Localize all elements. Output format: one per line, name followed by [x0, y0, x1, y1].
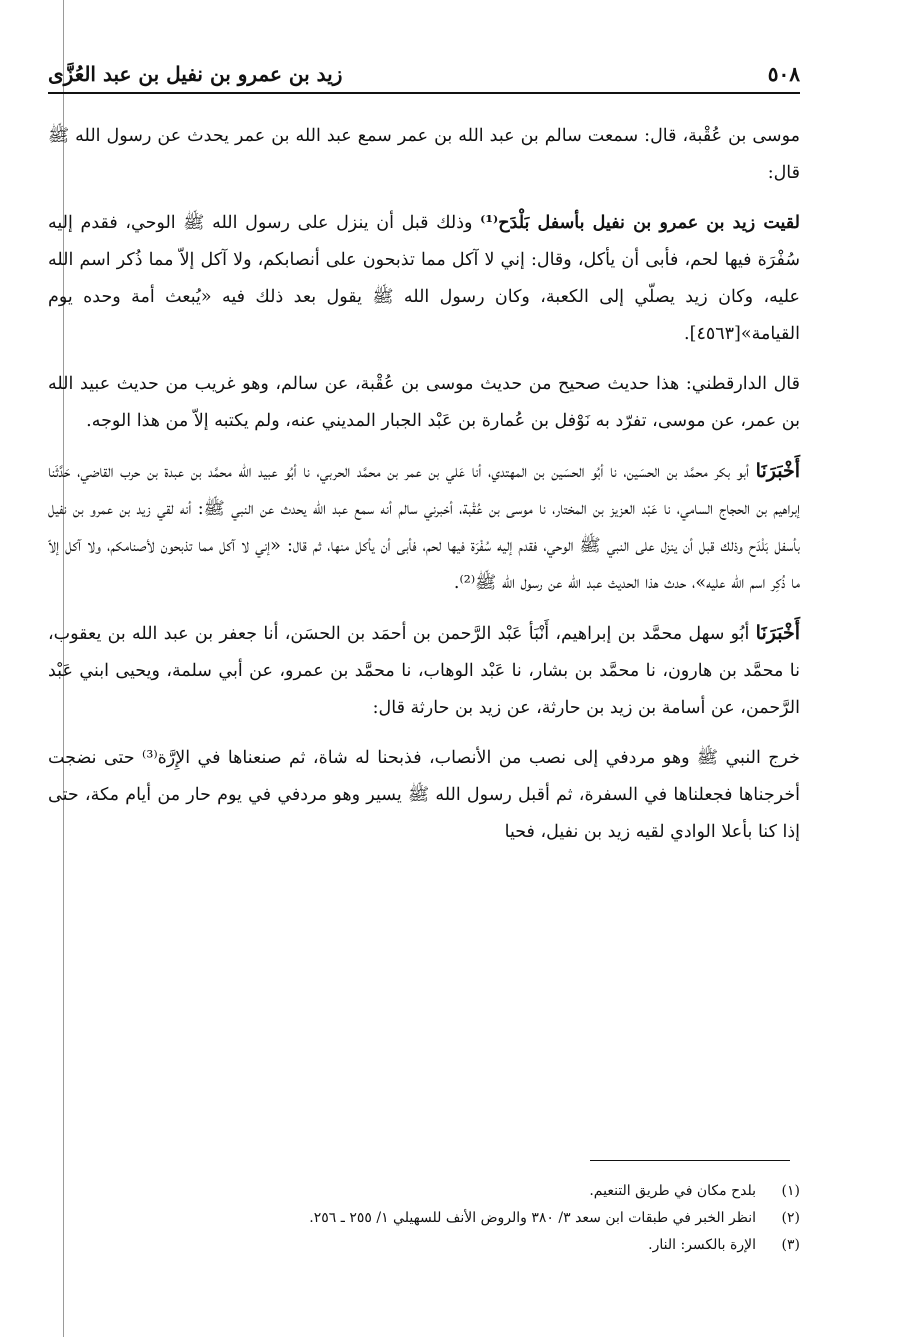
- paragraph-text: أبُو سهل محمَّد بن إبراهيم، أَنْبَأ عَبْد الرَّحمن بن أحمَد بن الحسَن، أنا جعفر بن عبد الله بن يعقوب، نا محمَّد بن هارون، نا محمَّد بن بشار، نا عَبْد الوهاب، نا محمَّد بن عمرو، عن أبي سلمة، ويحيى ابني عَبْد الرَّحمن، عن أسامة بن زيد بن حارثة، عن زيد بن حارثة قال:: [48, 624, 800, 718]
- paragraph-text: وذلك قبل أن ينزل على رسول الله ﷺ الوحي، فقدم إليه سُفْرَة فيها لحم، فأبى أن يأكل، وقال: إني لا آكل مما تذبحون على أنصابكم، ولا آكل إلاّ مما ذُكر اسم الله عليه، وكان زيد يصلّي إلى الكعبة، وكان رسول الله ﷺ يقول بعد ذلك فيه «يُبعث أمة وحده يوم القيامة»[٤٥٦٣].: [48, 213, 800, 344]
- page-header: [48, 50, 800, 94]
- running-title: زيد بن عمرو بن نفيل بن عبد العُزَّى: [48, 62, 343, 86]
- main-text: [48, 118, 800, 864]
- footnote-number: (١): [781, 1183, 800, 1199]
- footnote-separator: [590, 1160, 790, 1161]
- paragraph: [48, 205, 800, 353]
- footnote-number: (٢): [781, 1210, 800, 1226]
- paragraph-text: موسى بن عُقْبة، قال: سمعت سالم بن عبد الله بن عمر سمع عبد الله بن عمر يحدث عن رسول الله ﷺ قال:: [48, 126, 800, 183]
- paragraph-text: أبو بكر محمَّد بن الحسَين، نا أبُو الحسَين بن المهتدي، أنا عَلي بن عمر بن محمَّد الحربي، نا أبُو عبيد الله محمَّد بن عبدة بن حرب القاضي، حَدَّثَنا إبراهيم بن الحجاج السامي، نا عَبْد العزيز بن المختار، نا موسى بن عُقْبة، أخبرني سالم أنه سمع عبد الله يحدث عن النبي ﷺ: أنه لقي زيد بن عمرو بن نفيل بأسفل بَلْدَح وذلك قبل أن ينزل على النبي ﷺ الوحي، فقدم إليه سُفْرَة فيها لحم، فأبى أن يأكل منها، ثم قال: «إني لا آكل مما تذبحون لأصنامكم، ولا آكل إلاّ ما ذُكِر اسم الله عليه»، حدث هذا الحديث عبد الله عن رسول الله ﷺ⁽²⁾.: [48, 462, 800, 593]
- hadith-opening: لقيت زيد بن عمرو بن نفيل بأسفل بَلْدَح⁽¹⁾: [480, 213, 800, 233]
- paragraph: [48, 118, 800, 192]
- paragraph: [48, 453, 800, 602]
- paragraph-text: قال الدارقطني: هذا حديث صحيح من حديث موسى بن عُقْبة، عن سالم، وهو غريب من حديث عبيد الله بن عمر، عن موسى، تفرّد به نَوْفل بن عُمارة بن عَبْد الجبار المديني عنه، ولم يكتبه إلاّ من هذا الوجه.: [48, 374, 800, 431]
- footnote-text: انظر الخبر في طبقات ابن سعد ٣/ ٣٨٠ والروض الأنف للسهيلي ١/ ٢٥٥ ـ ٢٥٦.: [309, 1210, 756, 1226]
- footnote: [48, 1232, 800, 1259]
- footnotes: [48, 1178, 800, 1259]
- paragraph: [48, 740, 800, 851]
- akhbarana-label: أَخْبَرَنَا: [755, 460, 800, 482]
- footnote-number: (٣): [781, 1237, 800, 1253]
- footnote: [48, 1205, 800, 1232]
- footnote-text: بلدح مكان في طريق التنعيم.: [589, 1183, 756, 1199]
- footnote: [48, 1178, 800, 1205]
- page-number: ٥٠٨: [767, 62, 800, 86]
- footnote-text: الإرة بالكسر: النار.: [648, 1237, 756, 1253]
- paragraph: [48, 615, 800, 727]
- paragraph: [48, 366, 800, 440]
- paragraph-text: خرج النبي ﷺ وهو مردفي إلى نصب من الأنصاب، فذبحنا له شاة، ثم صنعناها في الإِرَّة⁽³⁾ حتى نضجت أخرجناها فجعلناها في السفرة، ثم أقبل رسول الله ﷺ يسير وهو مردفي في يوم حار من أيام مكة، حتى إذا كنا بأعلا الوادي لقيه زيد بن نفيل، فحيا: [48, 748, 800, 842]
- akhbarana-label: أَخْبَرَنَا: [755, 622, 800, 644]
